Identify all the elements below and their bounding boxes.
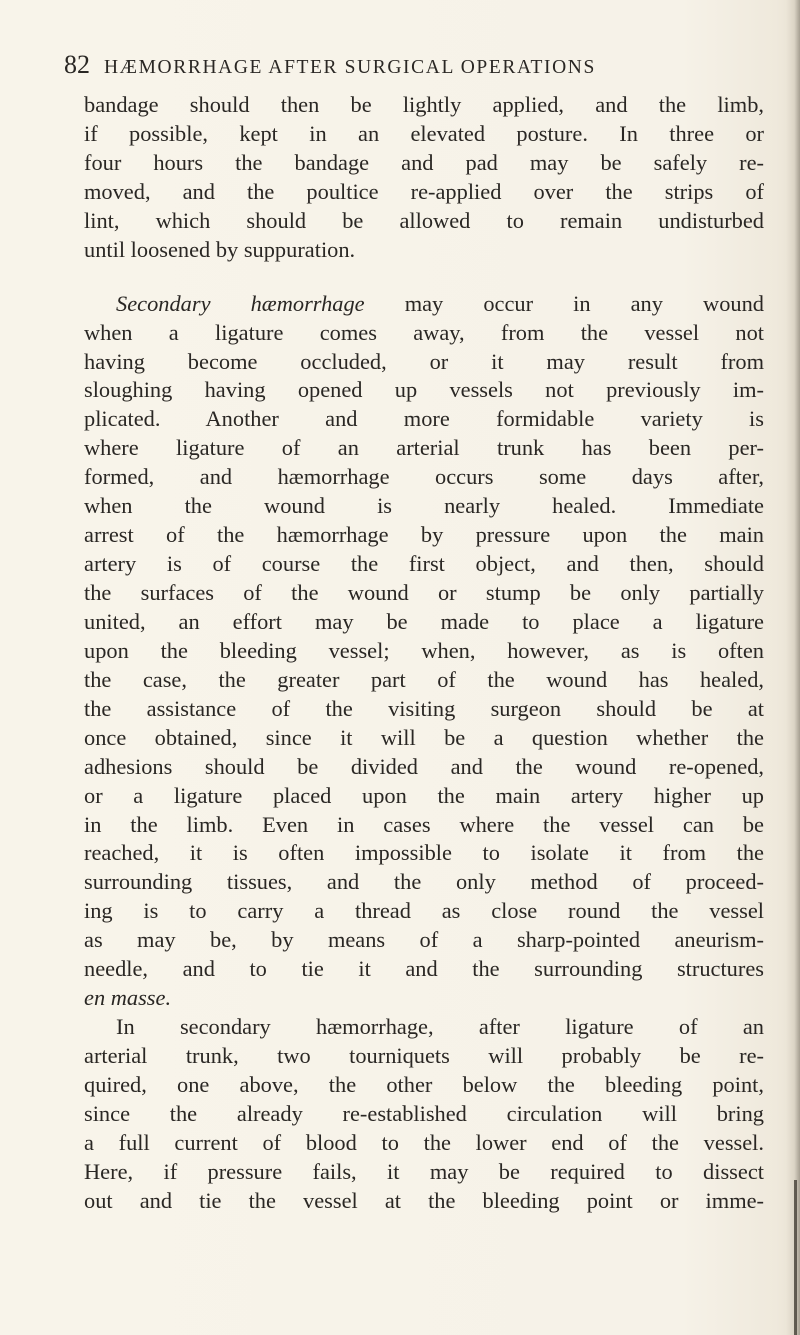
page-number: 82: [64, 50, 90, 79]
text-line: needle, and to tie it and the surrounding structures: [84, 956, 764, 982]
text-line: when a ligature comes away, from the vessel not: [84, 319, 764, 345]
text-line: plicated. Another and more formidable variety is: [84, 406, 764, 432]
text-line: when the wound is nearly healed. Immediate: [84, 493, 764, 519]
text-line: having become occluded, or it may result from: [84, 348, 764, 374]
text-line: until loosened by suppuration.: [84, 236, 356, 262]
text-line-italic-lead: [84, 290, 764, 319]
text-line: reached, it is often impossible to isolate it from the: [84, 840, 764, 866]
text-line: upon the bleeding vessel; when, however, as is often: [84, 637, 764, 663]
text-line: the case, the greater part of the wound has healed,: [84, 666, 764, 692]
text-line: ing is to carry a thread as close round the vessel: [84, 898, 764, 924]
text-line: quired, one above, the other below the bleeding point,: [84, 1071, 764, 1097]
text-line: the surfaces of the wound or stump be only partially: [84, 580, 764, 605]
text-line: adhesions should be divided and the wound re-opened,: [84, 753, 764, 779]
text-line: artery is of course the first object, and then, should: [84, 551, 764, 577]
text-line: since the already re-established circulation will bring: [84, 1100, 764, 1126]
text-line: the assistance of the visiting surgeon should be at: [84, 695, 764, 721]
page-edge-shadow: [786, 0, 800, 1335]
italic-term: Secondary hæmorrhage: [116, 290, 365, 316]
text-line: sloughing having opened up vessels not previously im-: [84, 377, 764, 403]
text-line: formed, and hæmorrhage occurs some days after,: [84, 464, 764, 490]
text-line: arrest of the hæmorrhage by pressure upon the main: [84, 522, 764, 548]
text-line-rest: may occur in any wound: [364, 290, 764, 316]
page-edge-binding: [794, 1180, 797, 1335]
text-line: a full current of blood to the lower end of the vessel.: [84, 1129, 764, 1155]
text-line: In secondary hæmorrhage, after ligature of an: [116, 1014, 764, 1040]
body-text: [84, 91, 764, 1216]
text-line: four hours the bandage and pad may be safely re-: [84, 149, 764, 175]
text-line: lint, which should be allowed to remain undisturbed: [84, 207, 764, 233]
paragraph-3: [84, 1013, 764, 1216]
text-line: out and tie the vessel at the bleeding point or imme-: [84, 1187, 764, 1213]
text-line: in the limb. Even in cases where the vessel can be: [84, 811, 764, 837]
text-line: or a ligature placed upon the main artery higher up: [84, 782, 764, 808]
text-line: once obtained, since it will be a question whether the: [84, 724, 764, 750]
text-line: Here, if pressure fails, it may be required to dissect: [84, 1158, 764, 1184]
running-head: HÆMORRHAGE AFTER SURGICAL OPERATIONS: [104, 57, 596, 78]
text-line: bandage should then be lightly applied, and the limb,: [84, 92, 764, 117]
text-line: united, an effort may be made to place a ligature: [84, 608, 764, 634]
text-line: where ligature of an arterial trunk has been per-: [84, 435, 764, 461]
paragraph-2: [84, 290, 764, 1013]
page-header: [64, 50, 744, 86]
text-line: as may be, by means of a sharp-pointed aneurism-: [84, 927, 764, 953]
text-line: surrounding tissues, and the only method of proceed-: [84, 869, 764, 895]
paragraph-1: [84, 91, 764, 265]
text-line: moved, and the poultice re-applied over the strips of: [84, 178, 764, 204]
text-line: arterial trunk, two tourniquets will probably be re-: [84, 1043, 764, 1068]
text-line-italic: en masse.: [84, 985, 172, 1011]
paragraph-gap: [84, 265, 764, 290]
text-line: if possible, kept in an elevated posture. In three or: [84, 120, 764, 146]
